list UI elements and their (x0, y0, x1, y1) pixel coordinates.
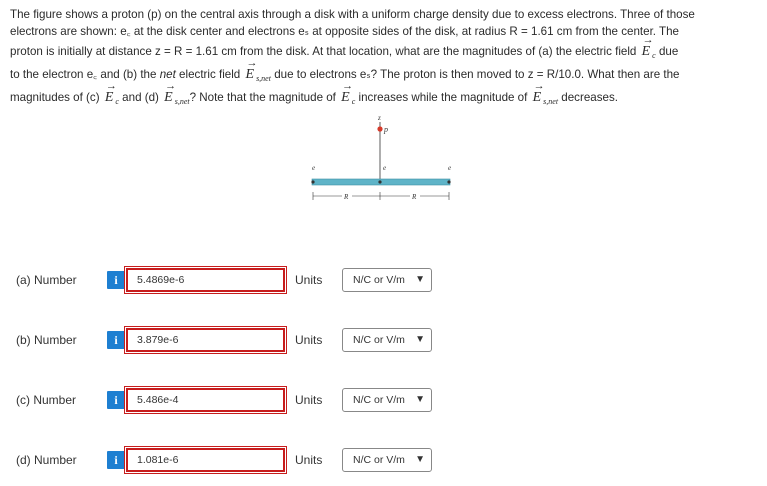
electron-left (311, 180, 314, 183)
answer-row-c (0, 385, 767, 415)
units-label: Units (295, 393, 323, 407)
info-icon[interactable]: i (107, 271, 125, 289)
answer-row-b (0, 325, 767, 355)
chevron-down-icon: ▼ (415, 454, 425, 465)
disk-figure (300, 112, 460, 212)
question-text (10, 6, 760, 109)
R-left-label: R (344, 193, 349, 201)
question-line-5: magnitudes of (c) → E $_c$ and (d) → E $_{s,net}$? Note that the magnitude of → E $_c$ increases while the magnitude of → E $_{s,net}$ decreases. (10, 86, 760, 109)
units-select-b[interactable]: N/C or V/m ▼ (342, 328, 432, 352)
units-label: Units (295, 453, 323, 467)
electron-right (447, 180, 450, 183)
chevron-down-icon: ▼ (415, 334, 425, 345)
es-right-label: e (448, 164, 452, 172)
chevron-down-icon: ▼ (415, 274, 425, 285)
units-select-d[interactable]: N/C or V/m ▼ (342, 448, 432, 472)
z-axis-label: z (378, 114, 381, 122)
answer-row-d (0, 445, 767, 475)
proton-label: p (384, 125, 388, 134)
info-icon[interactable]: i (107, 331, 125, 349)
question-line-2: electrons are shown: e꜀ at the disk center and electrons eₛ at opposite sides of the disk, at radius R = 1.61 cm from the center. The (10, 25, 680, 38)
answer-row-a (0, 265, 767, 295)
row-label: (a) Number (16, 273, 77, 287)
answer-input-b[interactable] (126, 328, 285, 352)
chevron-down-icon: ▼ (415, 394, 425, 405)
question-line-4: to the electron e꜀ and (b) the net electric field → E $_{s,net}$ due to electrons eₛ? The proton is then moved to z = R/10.0. What then are the (10, 63, 760, 86)
question-line-3: proton is initially at distance z = R = 1.61 cm from the disk. At that location, what are the magnitudes of (a) the electric field → E $_c$ due (10, 40, 760, 63)
electron-center (378, 180, 381, 183)
vector-E: → E (642, 40, 651, 63)
proton-dot (377, 126, 382, 131)
ec-label: e (383, 164, 387, 172)
vector-E: → E (246, 63, 255, 86)
units-label: Units (295, 333, 323, 347)
row-label: (c) Number (16, 393, 77, 407)
units-label: Units (295, 273, 323, 287)
units-select-a[interactable]: N/C or V/m ▼ (342, 268, 432, 292)
units-select-c[interactable]: N/C or V/m ▼ (342, 388, 432, 412)
row-label: (b) Number (16, 333, 77, 347)
answer-input-a[interactable] (126, 268, 285, 292)
row-label: (d) Number (16, 453, 77, 467)
info-icon[interactable]: i (107, 451, 125, 469)
question-line-1: The figure shows a proton (p) on the central axis through a disk with a uniform charge density due to excess electrons. Three of those (10, 8, 695, 21)
info-icon[interactable]: i (107, 391, 125, 409)
R-right-label: R (412, 193, 417, 201)
answer-input-d[interactable] (126, 448, 285, 472)
answer-input-c[interactable] (126, 388, 285, 412)
es-left-label: e (312, 164, 316, 172)
